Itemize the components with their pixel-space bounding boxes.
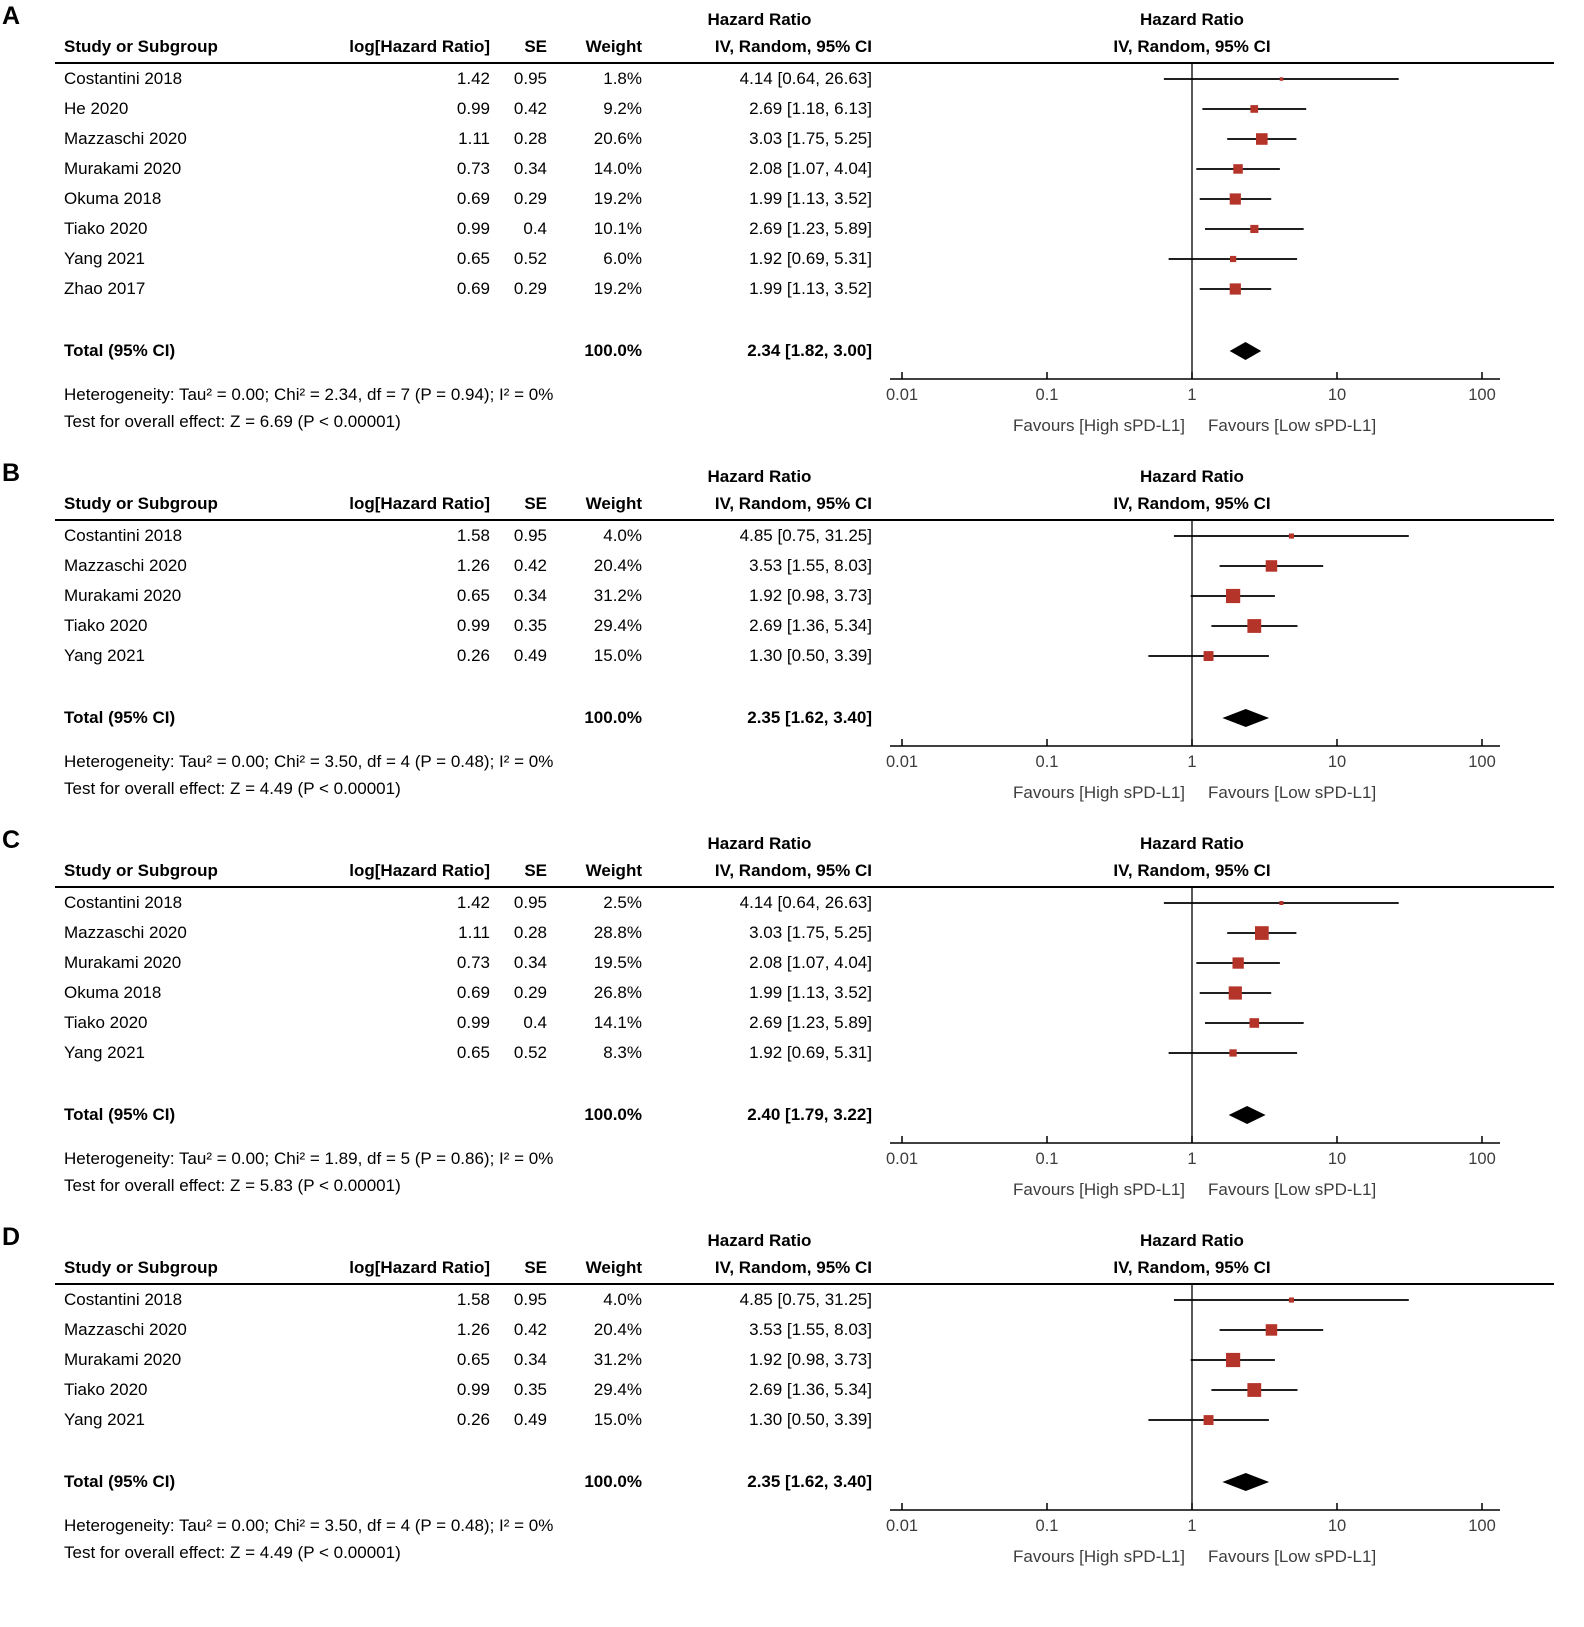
hazard-ratio-plot-header: Hazard Ratio (1140, 10, 1244, 29)
loghr-column-header: log[Hazard Ratio] (349, 37, 490, 56)
favours-right-label: Favours [Low sPD-L1] (1208, 1180, 1377, 1199)
study-loghr-value: 1.58 (456, 1290, 490, 1309)
study-se-value: 0.95 (513, 69, 547, 88)
total-diamond (1222, 709, 1269, 727)
study-weight-value: 14.1% (593, 1013, 642, 1032)
study-ci-value: 2.69 [1.18, 6.13] (749, 99, 872, 118)
total-diamond (1229, 1106, 1266, 1124)
study-se-value: 0.34 (513, 159, 547, 178)
heterogeneity-text: Heterogeneity: Tau² = 0.00; Chi² = 2.34, df = 7 (P = 0.94); I² = 0% (64, 384, 554, 404)
effect-marker (1229, 1049, 1236, 1056)
favours-left-label: Favours [High sPD-L1] (1013, 1547, 1185, 1566)
study-weight-value: 10.1% (593, 219, 642, 238)
study-name: Costantini 2018 (64, 69, 183, 88)
study-weight-value: 9.2% (603, 99, 642, 118)
study-loghr-value: 0.65 (456, 1350, 490, 1369)
total-label: Total (95% CI) (64, 341, 176, 360)
study-se-value: 0.29 (513, 189, 547, 208)
effect-marker (1230, 256, 1236, 262)
weight-column-header: Weight (585, 1258, 642, 1277)
effect-marker (1250, 105, 1258, 113)
study-ci-value: 1.99 [1.13, 3.52] (749, 279, 872, 298)
panel-D (0, 1223, 1584, 1576)
total-label: Total (95% CI) (64, 1472, 176, 1491)
effect-marker (1247, 1383, 1261, 1397)
study-name: Murakami 2020 (64, 1350, 182, 1369)
study-name: Zhao 2017 (64, 279, 146, 298)
axis-tick-label: 1 (1187, 386, 1197, 404)
ci-column-header: IV, Random, 95% CI (714, 861, 872, 880)
effect-marker (1229, 986, 1242, 999)
study-name: Costantini 2018 (64, 526, 183, 545)
study-loghr-value: 0.99 (456, 99, 490, 118)
axis-tick-label: 100 (1468, 753, 1496, 771)
study-se-value: 0.4 (523, 1013, 547, 1032)
axis-tick-label: 10 (1327, 753, 1347, 771)
total-weight-value: 100.0% (584, 1105, 642, 1124)
forest-plot-A (882, 6, 1542, 445)
axis-tick-label: 10 (1327, 1517, 1347, 1535)
study-name: Murakami 2020 (64, 159, 182, 178)
study-loghr-value: 0.69 (456, 279, 490, 298)
study-se-value: 0.34 (513, 586, 547, 605)
study-loghr-value: 0.69 (456, 983, 490, 1002)
favours-left-label: Favours [High sPD-L1] (1013, 783, 1185, 802)
study-loghr-value: 0.65 (456, 1043, 490, 1062)
axis-tick-label: 1 (1187, 753, 1197, 771)
study-se-value: 0.35 (513, 1380, 547, 1399)
study-se-value: 0.29 (513, 983, 547, 1002)
study-name: Okuma 2018 (64, 189, 162, 208)
ci-column-header: IV, Random, 95% CI (714, 1258, 872, 1277)
study-loghr-value: 1.42 (456, 893, 490, 912)
study-loghr-value: 0.26 (456, 646, 490, 665)
study-ci-value: 4.14 [0.64, 26.63] (739, 893, 872, 912)
study-ci-value: 3.53 [1.55, 8.03] (749, 1320, 872, 1339)
study-loghr-value: 0.99 (456, 616, 490, 635)
effect-marker (1266, 560, 1278, 572)
panel-B (0, 459, 1584, 812)
study-se-value: 0.95 (513, 1290, 547, 1309)
study-ci-value: 1.99 [1.13, 3.52] (749, 189, 872, 208)
se-column-header: SE (524, 861, 547, 880)
axis-tick-label: 0.1 (1035, 386, 1059, 404)
study-loghr-value: 0.65 (456, 249, 490, 268)
axis-tick-label: 1 (1187, 1150, 1197, 1168)
study-ci-value: 3.03 [1.75, 5.25] (749, 129, 872, 148)
study-loghr-value: 0.99 (456, 1380, 490, 1399)
overall-effect-text: Test for overall effect: Z = 4.49 (P < 0.00001) (64, 778, 401, 798)
study-se-value: 0.49 (513, 1410, 547, 1429)
study-loghr-value: 0.26 (456, 1410, 490, 1429)
total-weight-value: 100.0% (584, 341, 642, 360)
study-ci-value: 4.85 [0.75, 31.25] (739, 1290, 872, 1309)
se-column-header: SE (524, 37, 547, 56)
study-name: He 2020 (64, 99, 129, 118)
effect-marker (1289, 534, 1294, 539)
study-name: Murakami 2020 (64, 586, 182, 605)
study-weight-value: 29.4% (593, 1380, 642, 1399)
total-ci-value: 2.40 [1.79, 3.22] (747, 1105, 872, 1124)
weight-column-header: Weight (585, 494, 642, 513)
favours-right-label: Favours [Low sPD-L1] (1208, 416, 1377, 435)
panel-label: A (2, 2, 21, 30)
hazard-ratio-table-header: Hazard Ratio (707, 834, 812, 853)
effect-marker (1230, 283, 1241, 294)
study-loghr-value: 0.69 (456, 189, 490, 208)
study-ci-value: 1.30 [0.50, 3.39] (749, 1410, 872, 1429)
panel-C (0, 826, 1584, 1209)
panel-A (0, 2, 1584, 445)
forest-plot-D (882, 1227, 1542, 1576)
total-label: Total (95% CI) (64, 1105, 176, 1124)
overall-effect-text: Test for overall effect: Z = 5.83 (P < 0.00001) (64, 1175, 401, 1195)
overall-effect-text: Test for overall effect: Z = 6.69 (P < 0.00001) (64, 411, 401, 431)
study-weight-value: 29.4% (593, 616, 642, 635)
study-weight-value: 19.2% (593, 279, 642, 298)
study-weight-value: 31.2% (593, 1350, 642, 1369)
study-name: Mazzaschi 2020 (64, 556, 187, 575)
effect-marker (1255, 926, 1269, 940)
study-loghr-value: 1.26 (456, 1320, 490, 1339)
axis-tick-label: 1 (1187, 1517, 1197, 1535)
axis-tick-label: 100 (1468, 1517, 1496, 1535)
axis-tick-label: 100 (1468, 1150, 1496, 1168)
study-se-value: 0.42 (513, 99, 547, 118)
study-loghr-value: 1.11 (458, 129, 490, 148)
study-ci-value: 1.92 [0.98, 3.73] (749, 586, 872, 605)
study-se-value: 0.4 (523, 219, 547, 238)
hazard-ratio-table-header: Hazard Ratio (707, 1231, 812, 1250)
study-weight-value: 19.2% (593, 189, 642, 208)
study-weight-value: 20.6% (593, 129, 642, 148)
effect-marker (1279, 901, 1283, 905)
heterogeneity-text: Heterogeneity: Tau² = 0.00; Chi² = 3.50, df = 4 (P = 0.48); I² = 0% (64, 751, 554, 771)
study-name: Tiako 2020 (64, 1013, 148, 1032)
effect-marker (1204, 651, 1214, 661)
ci-plot-column-header: IV, Random, 95% CI (1113, 861, 1271, 880)
study-weight-value: 4.0% (603, 526, 642, 545)
heterogeneity-text: Heterogeneity: Tau² = 0.00; Chi² = 1.89, df = 5 (P = 0.86); I² = 0% (64, 1148, 554, 1168)
panel-label: B (2, 459, 21, 487)
study-ci-value: 1.92 [0.69, 5.31] (749, 249, 872, 268)
study-se-value: 0.35 (513, 616, 547, 635)
axis-tick-label: 0.1 (1035, 1150, 1059, 1168)
study-loghr-value: 0.65 (456, 586, 490, 605)
study-column-header: Study or Subgroup (64, 1258, 218, 1277)
study-loghr-value: 1.42 (456, 69, 490, 88)
study-se-value: 0.34 (513, 953, 547, 972)
study-name: Tiako 2020 (64, 616, 148, 635)
study-loghr-value: 0.99 (456, 219, 490, 238)
study-ci-value: 2.69 [1.23, 5.89] (749, 219, 872, 238)
study-name: Tiako 2020 (64, 219, 148, 238)
study-column-header: Study or Subgroup (64, 861, 218, 880)
study-column-header: Study or Subgroup (64, 494, 218, 513)
study-se-value: 0.42 (513, 1320, 547, 1339)
study-weight-value: 19.5% (593, 953, 642, 972)
effect-marker (1289, 1298, 1294, 1303)
study-name: Mazzaschi 2020 (64, 129, 187, 148)
favours-left-label: Favours [High sPD-L1] (1013, 416, 1185, 435)
study-ci-value: 1.92 [0.69, 5.31] (749, 1043, 872, 1062)
effect-marker (1204, 1415, 1214, 1425)
effect-marker (1266, 1324, 1278, 1336)
axis-tick-label: 10 (1327, 1150, 1347, 1168)
study-se-value: 0.49 (513, 646, 547, 665)
study-weight-value: 26.8% (593, 983, 642, 1002)
ci-column-header: IV, Random, 95% CI (714, 37, 872, 56)
loghr-column-header: log[Hazard Ratio] (349, 1258, 490, 1277)
axis-tick-label: 0.01 (885, 753, 919, 771)
study-weight-value: 1.8% (603, 69, 642, 88)
weight-column-header: Weight (585, 861, 642, 880)
study-weight-value: 31.2% (593, 586, 642, 605)
hazard-ratio-plot-header: Hazard Ratio (1140, 1231, 1244, 1250)
effect-marker (1226, 589, 1240, 603)
study-ci-value: 1.92 [0.98, 3.73] (749, 1350, 872, 1369)
loghr-column-header: log[Hazard Ratio] (349, 861, 490, 880)
study-se-value: 0.52 (513, 1043, 547, 1062)
study-loghr-value: 0.99 (456, 1013, 490, 1032)
study-name: Costantini 2018 (64, 1290, 183, 1309)
effect-marker (1230, 193, 1241, 204)
axis-tick-label: 10 (1327, 386, 1347, 404)
total-diamond (1222, 1473, 1269, 1491)
ci-column-header: IV, Random, 95% CI (714, 494, 872, 513)
effect-marker (1247, 619, 1261, 633)
panel-label: C (2, 826, 21, 854)
study-se-value: 0.28 (513, 923, 547, 942)
study-loghr-value: 1.11 (458, 923, 490, 942)
total-weight-value: 100.0% (584, 1472, 642, 1491)
study-weight-value: 4.0% (603, 1290, 642, 1309)
study-weight-value: 15.0% (593, 1410, 642, 1429)
study-se-value: 0.28 (513, 129, 547, 148)
panel-label: D (2, 1223, 21, 1251)
hazard-ratio-plot-header: Hazard Ratio (1140, 834, 1244, 853)
study-weight-value: 15.0% (593, 646, 642, 665)
study-ci-value: 3.53 [1.55, 8.03] (749, 556, 872, 575)
axis-tick-label: 100 (1468, 386, 1496, 404)
study-ci-value: 2.69 [1.36, 5.34] (749, 1380, 872, 1399)
study-name: Yang 2021 (64, 646, 145, 665)
effect-marker (1250, 1018, 1260, 1028)
hazard-ratio-plot-header: Hazard Ratio (1140, 467, 1244, 486)
study-ci-value: 2.69 [1.36, 5.34] (749, 616, 872, 635)
favours-left-label: Favours [High sPD-L1] (1013, 1180, 1185, 1199)
study-column-header: Study or Subgroup (64, 37, 218, 56)
overall-effect-text: Test for overall effect: Z = 4.49 (P < 0.00001) (64, 1542, 401, 1562)
total-ci-value: 2.35 [1.62, 3.40] (747, 1472, 872, 1491)
study-ci-value: 3.03 [1.75, 5.25] (749, 923, 872, 942)
study-ci-value: 1.99 [1.13, 3.52] (749, 983, 872, 1002)
effect-marker (1233, 164, 1243, 174)
effect-marker (1226, 1353, 1240, 1367)
study-name: Costantini 2018 (64, 893, 183, 912)
effect-marker (1256, 133, 1268, 145)
total-ci-value: 2.34 [1.82, 3.00] (747, 341, 872, 360)
study-weight-value: 20.4% (593, 556, 642, 575)
study-ci-value: 2.69 [1.23, 5.89] (749, 1013, 872, 1032)
study-weight-value: 2.5% (603, 893, 642, 912)
study-ci-value: 4.14 [0.64, 26.63] (739, 69, 872, 88)
effect-marker (1233, 957, 1244, 968)
axis-tick-label: 0.1 (1035, 1517, 1059, 1535)
study-se-value: 0.29 (513, 279, 547, 298)
study-ci-value: 2.08 [1.07, 4.04] (749, 159, 872, 178)
axis-tick-label: 0.01 (885, 386, 919, 404)
study-se-value: 0.95 (513, 526, 547, 545)
study-name: Mazzaschi 2020 (64, 1320, 187, 1339)
study-loghr-value: 0.73 (456, 953, 490, 972)
total-diamond (1230, 342, 1262, 360)
study-weight-value: 14.0% (593, 159, 642, 178)
axis-tick-label: 0.01 (885, 1517, 919, 1535)
study-weight-value: 28.8% (593, 923, 642, 942)
study-loghr-value: 1.58 (456, 526, 490, 545)
loghr-column-header: log[Hazard Ratio] (349, 494, 490, 513)
total-weight-value: 100.0% (584, 708, 642, 727)
total-ci-value: 2.35 [1.62, 3.40] (747, 708, 872, 727)
study-ci-value: 4.85 [0.75, 31.25] (739, 526, 872, 545)
heterogeneity-text: Heterogeneity: Tau² = 0.00; Chi² = 3.50, df = 4 (P = 0.48); I² = 0% (64, 1515, 554, 1535)
se-column-header: SE (524, 1258, 547, 1277)
effect-marker (1250, 225, 1258, 233)
axis-tick-label: 0.1 (1035, 753, 1059, 771)
study-weight-value: 6.0% (603, 249, 642, 268)
study-name: Yang 2021 (64, 1410, 145, 1429)
study-weight-value: 20.4% (593, 1320, 642, 1339)
study-se-value: 0.52 (513, 249, 547, 268)
ci-plot-column-header: IV, Random, 95% CI (1113, 37, 1271, 56)
study-ci-value: 1.30 [0.50, 3.39] (749, 646, 872, 665)
study-se-value: 0.34 (513, 1350, 547, 1369)
total-label: Total (95% CI) (64, 708, 176, 727)
study-name: Okuma 2018 (64, 983, 162, 1002)
axis-tick-label: 0.01 (885, 1150, 919, 1168)
study-weight-value: 8.3% (603, 1043, 642, 1062)
ci-plot-column-header: IV, Random, 95% CI (1113, 1258, 1271, 1277)
study-ci-value: 2.08 [1.07, 4.04] (749, 953, 872, 972)
study-loghr-value: 0.73 (456, 159, 490, 178)
effect-marker (1280, 77, 1284, 81)
weight-column-header: Weight (585, 37, 642, 56)
favours-right-label: Favours [Low sPD-L1] (1208, 1547, 1377, 1566)
study-name: Mazzaschi 2020 (64, 923, 187, 942)
study-name: Murakami 2020 (64, 953, 182, 972)
study-se-value: 0.42 (513, 556, 547, 575)
forest-plot-C (882, 830, 1542, 1209)
hazard-ratio-table-header: Hazard Ratio (707, 10, 812, 29)
forest-plot-B (882, 463, 1542, 812)
ci-plot-column-header: IV, Random, 95% CI (1113, 494, 1271, 513)
se-column-header: SE (524, 494, 547, 513)
study-se-value: 0.95 (513, 893, 547, 912)
hazard-ratio-table-header: Hazard Ratio (707, 467, 812, 486)
study-loghr-value: 1.26 (456, 556, 490, 575)
study-name: Yang 2021 (64, 1043, 145, 1062)
study-name: Tiako 2020 (64, 1380, 148, 1399)
favours-right-label: Favours [Low sPD-L1] (1208, 783, 1377, 802)
study-name: Yang 2021 (64, 249, 145, 268)
